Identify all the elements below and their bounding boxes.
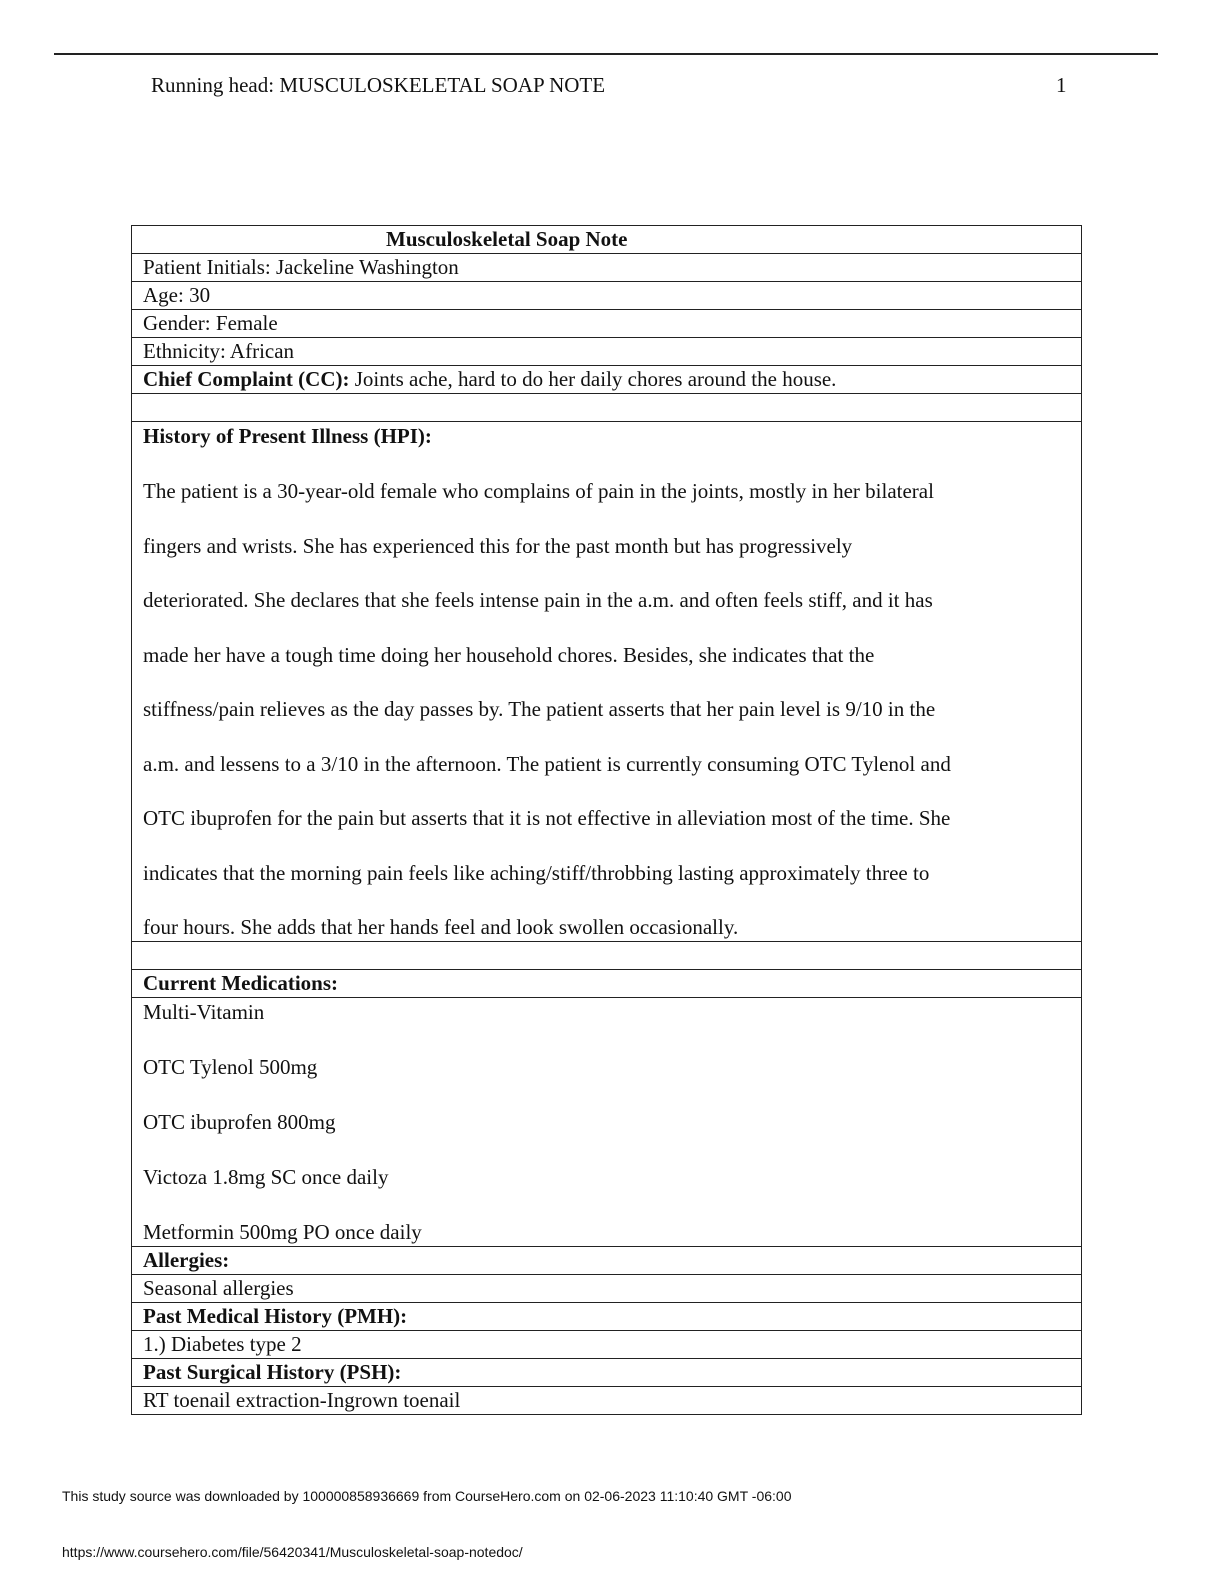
chief-complaint	[132, 366, 1082, 394]
table-row	[132, 1247, 1082, 1275]
allergies-value: Seasonal allergies	[132, 1275, 1082, 1303]
hpi-line: a.m. and lessens to a 3/10 in the afternoon. The patient is currently consuming OTC Tylenol and	[143, 751, 951, 776]
hpi-line: four hours. She adds that her hands feel and look swollen occasionally.	[143, 915, 739, 939]
table-row	[132, 366, 1082, 394]
medications-list	[132, 998, 1082, 1247]
table-row	[132, 1331, 1082, 1359]
footer-source-line: This study source was downloaded by 100000858936669 from CourseHero.com on 02-06-2023 11:10:40 GMT -06:00	[62, 1488, 792, 1504]
table-row	[132, 394, 1082, 422]
hpi-line: deteriorated. She declares that she feels intense pain in the a.m. and often feels stiff, and it has	[143, 588, 933, 612]
running-head: Running head: MUSCULOSKELETAL SOAP NOTE	[151, 73, 606, 97]
table-row	[132, 942, 1082, 970]
table-row	[132, 226, 1082, 254]
table-row	[132, 338, 1082, 366]
patient-initials: Patient Initials: Jackeline Washington	[132, 254, 1082, 282]
hpi-line: made her have a tough time doing her household chores. Besides, she indicates that the	[143, 642, 875, 667]
table-row	[132, 998, 1082, 1247]
table-row	[132, 970, 1082, 998]
soap-note-table	[131, 225, 1082, 1415]
pmh-value: 1.) Diabetes type 2	[132, 1331, 1082, 1359]
table-row	[132, 1359, 1082, 1387]
table-row	[132, 1387, 1082, 1415]
medication-item: OTC Tylenol 500mg	[143, 1055, 318, 1079]
note-title: Musculoskeletal Soap Note	[132, 226, 1082, 254]
hpi-label: History of Present Illness (HPI):	[143, 424, 432, 448]
blank-row	[132, 942, 1082, 970]
psh-label: Past Surgical History (PSH):	[132, 1359, 1082, 1387]
table-row	[132, 254, 1082, 282]
hpi-line: indicates that the morning pain feels like aching/stiff/throbbing lasting approximately three to	[143, 860, 930, 885]
psh-value: RT toenail extraction-Ingrown toenail	[132, 1387, 1082, 1415]
hpi-text	[143, 464, 1070, 941]
hpi-line: stiffness/pain relieves as the day passes by. The patient asserts that her pain level is 9/10 in the	[143, 697, 936, 721]
patient-gender: Gender: Female	[132, 310, 1082, 338]
medication-item: OTC ibuprofen 800mg	[143, 1110, 336, 1134]
allergies-label: Allergies:	[132, 1247, 1082, 1275]
medication-item: Victoza 1.8mg SC once daily	[143, 1165, 389, 1189]
table-row	[132, 1275, 1082, 1303]
header-rule	[54, 53, 1158, 55]
page-number: 1	[1056, 73, 1067, 97]
pmh-label: Past Medical History (PMH):	[132, 1303, 1082, 1331]
table-row	[132, 282, 1082, 310]
blank-row	[132, 394, 1082, 422]
chief-complaint-label: Chief Complaint (CC):	[143, 367, 350, 391]
patient-age: Age: 30	[132, 282, 1082, 310]
medication-item: Metformin 500mg PO once daily	[143, 1220, 422, 1244]
footer-url: https://www.coursehero.com/file/56420341/Musculoskeletal-soap-notedoc/	[62, 1544, 523, 1560]
medication-item: Multi-Vitamin	[143, 1000, 265, 1024]
table-row	[132, 1303, 1082, 1331]
table-row	[132, 310, 1082, 338]
hpi-section	[132, 422, 1082, 942]
chief-complaint-text: Joints ache, hard to do her daily chores around the house.	[349, 367, 837, 391]
hpi-line: fingers and wrists. She has experienced this for the past month but has progressively	[143, 533, 853, 558]
hpi-line: The patient is a 30-year-old female who complains of pain in the joints, mostly in her bilateral	[143, 479, 934, 503]
table-row	[132, 422, 1082, 942]
patient-ethnicity: Ethnicity: African	[132, 338, 1082, 366]
hpi-line: OTC ibuprofen for the pain but asserts that it is not effective in alleviation most of the time. She	[143, 806, 951, 830]
medications-label: Current Medications:	[132, 970, 1082, 998]
